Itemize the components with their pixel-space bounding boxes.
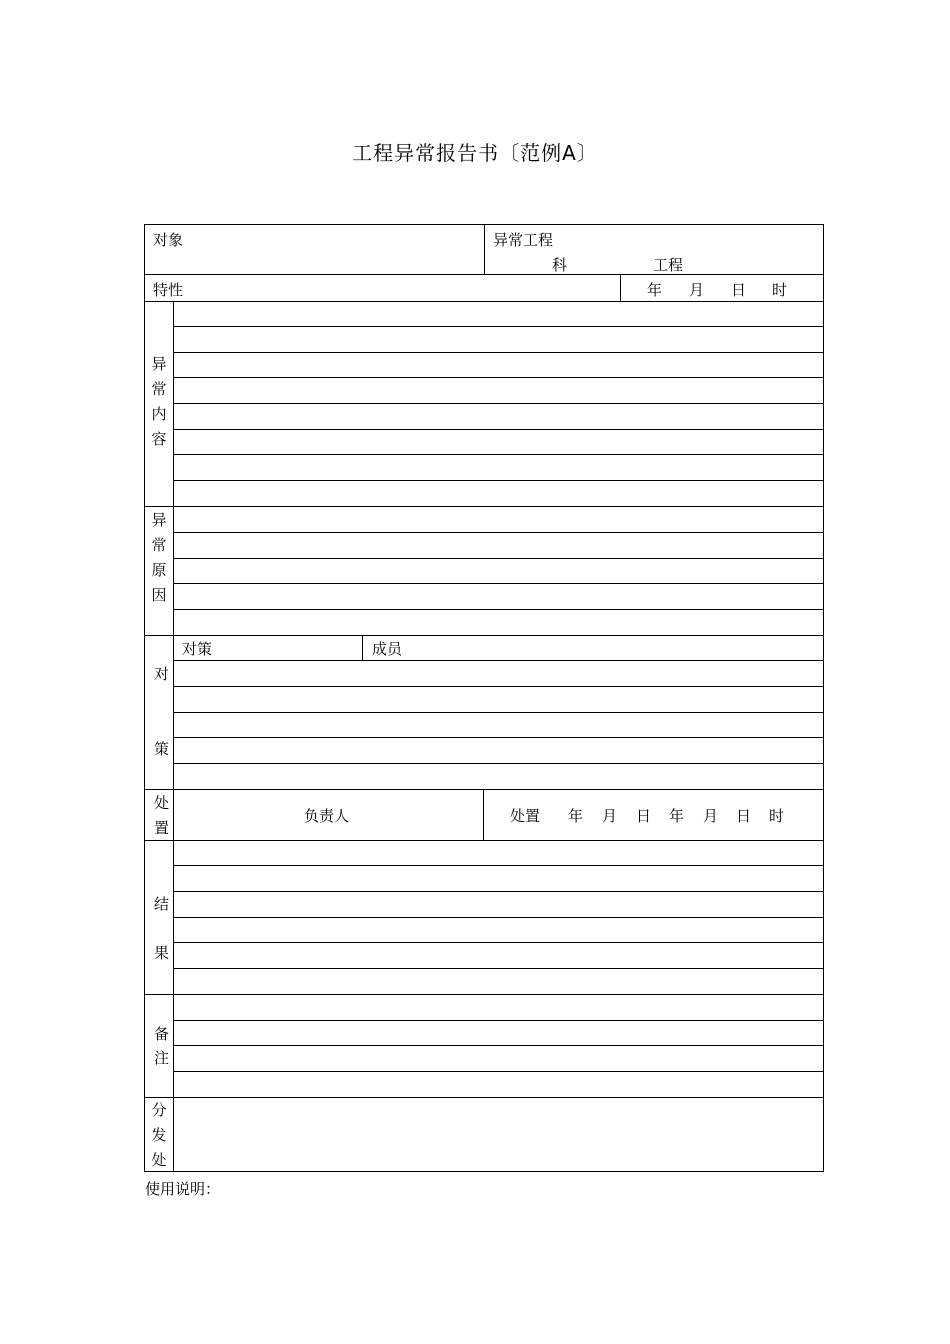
handling-label-2: 置 xyxy=(154,819,170,837)
result-label-1: 结 xyxy=(154,895,170,913)
divider xyxy=(173,454,823,455)
handling-field-label: 处置 xyxy=(510,807,541,825)
handling-date-year-1: 年 xyxy=(568,807,584,825)
divider xyxy=(173,763,823,764)
handling-date-year-2: 年 xyxy=(669,807,685,825)
report-form xyxy=(144,224,824,1172)
divider xyxy=(173,377,823,378)
divider xyxy=(173,429,823,430)
remark-label-1: 备 xyxy=(154,1025,170,1043)
divider xyxy=(173,660,823,661)
handling-date-month-2: 月 xyxy=(703,807,719,825)
date-hour: 时 xyxy=(772,281,788,299)
divider xyxy=(173,737,823,738)
divider xyxy=(173,942,823,943)
abnormal-process-label: 异常工程 xyxy=(493,231,554,249)
divider xyxy=(173,583,823,584)
divider xyxy=(173,480,823,481)
divider xyxy=(484,225,485,274)
process-label: 工程 xyxy=(653,256,684,274)
cause-section-label: 异 常 原 因 xyxy=(151,511,167,604)
date-day: 日 xyxy=(731,281,747,299)
handling-date-hour: 时 xyxy=(769,807,785,825)
divider xyxy=(362,635,363,660)
divider xyxy=(145,1097,823,1098)
divider xyxy=(173,865,823,866)
measure-col-label: 对策 xyxy=(182,640,213,658)
date-year: 年 xyxy=(647,281,663,299)
divider xyxy=(173,1071,823,1072)
divider xyxy=(173,301,174,1171)
content-section-label: 异 常 内 容 xyxy=(151,355,167,448)
measure-label-2: 策 xyxy=(154,740,170,758)
divider xyxy=(173,917,823,918)
handling-date-day-2: 日 xyxy=(736,807,752,825)
dept-label: 科 xyxy=(552,256,568,274)
feature-label: 特性 xyxy=(153,281,184,299)
divider xyxy=(145,635,823,636)
divider xyxy=(173,326,823,327)
handling-label-1: 处 xyxy=(154,794,170,812)
object-label: 对象 xyxy=(153,231,184,249)
divider xyxy=(173,352,823,353)
divider xyxy=(173,1045,823,1046)
divider xyxy=(483,789,484,840)
member-col-label: 成员 xyxy=(372,640,403,658)
divider xyxy=(173,609,823,610)
divider xyxy=(173,712,823,713)
divider xyxy=(145,994,823,995)
divider xyxy=(173,532,823,533)
handling-date-month-1: 月 xyxy=(602,807,618,825)
remark-label-2: 注 xyxy=(154,1049,170,1067)
divider xyxy=(173,558,823,559)
page-title: 工程异常报告书〔范例A〕 xyxy=(352,141,598,165)
result-label-2: 果 xyxy=(154,944,170,962)
divider xyxy=(173,968,823,969)
responsible-label: 负责人 xyxy=(304,807,350,825)
divider xyxy=(145,301,823,302)
divider xyxy=(145,840,823,841)
usage-note: 使用说明： xyxy=(145,1180,221,1198)
divider xyxy=(173,403,823,404)
distribution-section-label: 分 发 处 xyxy=(151,1101,167,1169)
divider xyxy=(173,891,823,892)
divider xyxy=(620,274,621,301)
divider xyxy=(145,506,823,507)
divider xyxy=(173,686,823,687)
handling-date-day-1: 日 xyxy=(636,807,652,825)
divider xyxy=(173,1020,823,1021)
divider xyxy=(145,789,823,790)
date-month: 月 xyxy=(689,281,705,299)
divider xyxy=(145,274,823,275)
measure-label-1: 对 xyxy=(154,665,170,683)
